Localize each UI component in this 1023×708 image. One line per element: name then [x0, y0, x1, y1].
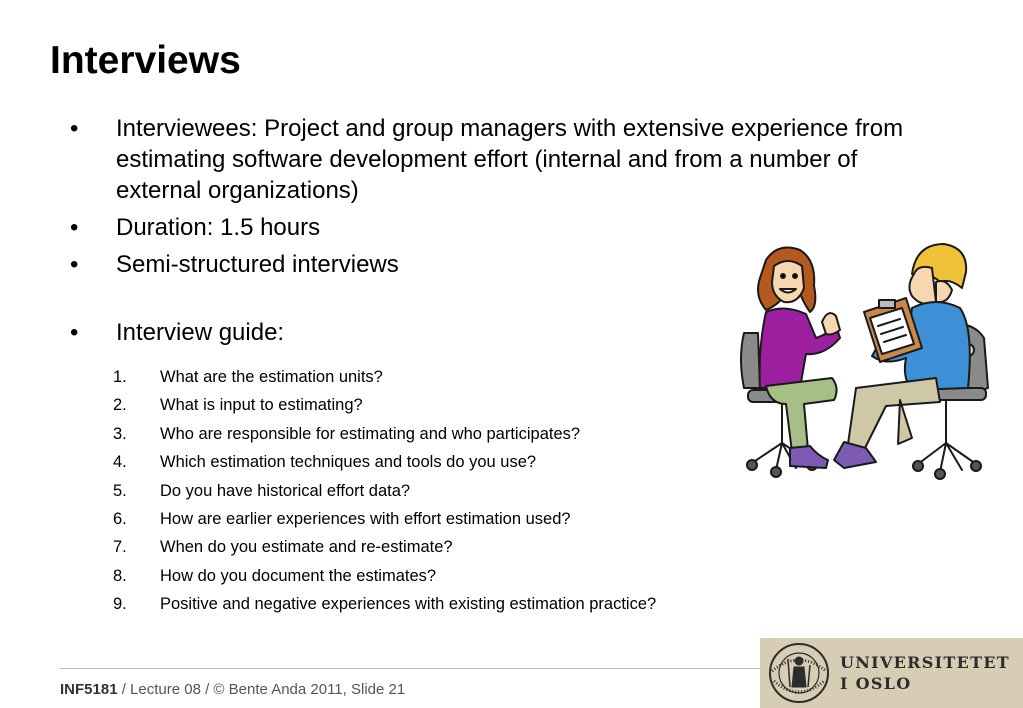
question-number: 3.: [113, 424, 127, 443]
footer-details: / Lecture 08 / © Bente Anda 2011, Slide 21: [117, 681, 406, 698]
bullet-marker: •: [70, 251, 79, 278]
question-text: When do you estimate and re-estimate?: [160, 538, 453, 557]
guide-question: [113, 420, 793, 448]
question-number: 4.: [113, 453, 127, 472]
question-text: Which estimation techniques and tools do you use?: [160, 453, 537, 472]
bullet-text: Interviewees: Project and group managers with extensive experience from estimating software development effort (internal and from a number of external organizations): [116, 115, 904, 204]
guide-question: [113, 590, 793, 618]
guide-question: [113, 505, 793, 533]
question-text: How do you document the estimates?: [160, 566, 437, 585]
bullet-item: [70, 113, 940, 206]
question-number: 6.: [113, 510, 127, 529]
question-text: Do you have historical effort data?: [160, 481, 411, 500]
interview-clipart-icon: [736, 238, 998, 494]
footer-divider: [60, 668, 760, 669]
bullet-marker: •: [70, 319, 79, 346]
question-text: What are the estimation units?: [160, 368, 383, 386]
university-name-line1: UNIVERSITETET: [840, 653, 1011, 672]
bullet-text: Duration: 1.5 hours: [116, 214, 321, 241]
question-number: 2.: [113, 396, 127, 415]
guide-question: [113, 363, 793, 391]
guide-question: [113, 562, 793, 590]
question-text: Positive and negative experiences with existing estimation practice?: [160, 595, 657, 614]
guide-question-list: [113, 363, 793, 619]
course-code: INF5181: [60, 681, 118, 698]
question-text: Who are responsible for estimating and who participates?: [160, 424, 581, 443]
question-number: 8.: [113, 566, 127, 585]
question-number: 5.: [113, 481, 127, 500]
guide-question: [113, 533, 793, 561]
bullet-marker: •: [70, 115, 79, 142]
slide-footer: [60, 681, 405, 698]
bullet-text: Semi-structured interviews: [116, 251, 399, 278]
guide-question: [113, 448, 793, 476]
question-text: What is input to estimating?: [160, 396, 363, 415]
guide-question: [113, 477, 793, 505]
university-name-line2: I OSLO: [840, 674, 912, 693]
university-seal-icon: [766, 641, 832, 705]
bullet-text: Interview guide:: [116, 319, 285, 346]
university-name: [840, 652, 1010, 694]
slide-title: Interviews: [50, 39, 241, 82]
question-text: How are earlier experiences with effort estimation used?: [160, 510, 571, 529]
bullet-marker: •: [70, 214, 79, 241]
question-number: 9.: [113, 595, 127, 614]
university-logo: [760, 638, 1023, 708]
question-number: 7.: [113, 538, 127, 557]
guide-question: [113, 391, 793, 419]
question-number: 1.: [113, 368, 127, 386]
